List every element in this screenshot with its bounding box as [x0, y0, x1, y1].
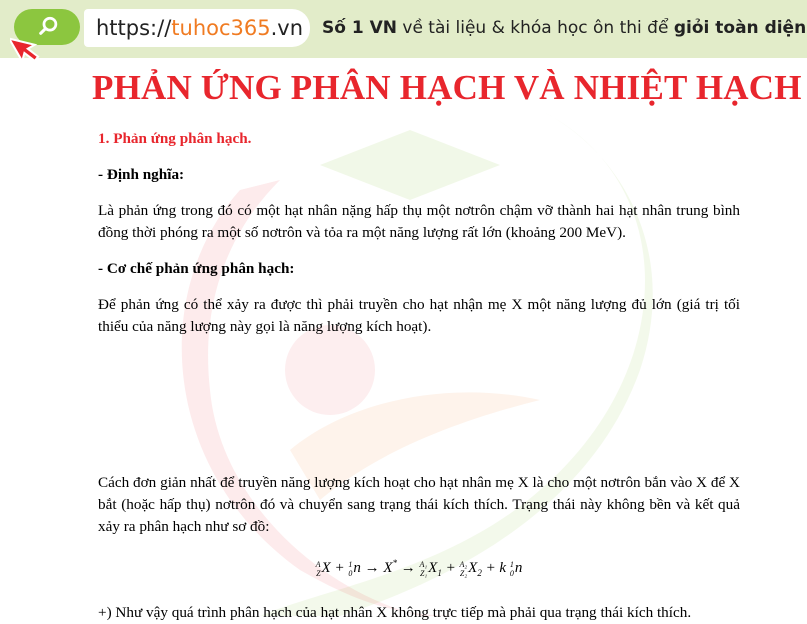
conclusion-paragraph: +) Như vậy quá trình phân hạch của hạt nhân X không trực tiếp mà phải qua trạng thái kích thích.	[98, 604, 692, 621]
tagline-bold-goal: giỏi toàn diện	[673, 18, 807, 38]
site-tagline	[322, 18, 806, 38]
search-icon	[38, 15, 60, 37]
activation-paragraph: Cách đơn giản nhất để truyền năng lượng kích hoạt cho hạt nhân mẹ X là cho một nơtrôn bắn vào X để X bắt (hoặc hấp thụ) nơtrôn đó và chuyển sang trạng thái kích thích. Trạng thái này không bền và kết quả xảy ra phân hạch như sơ đồ:	[98, 474, 740, 535]
site-banner	[0, 0, 807, 58]
fission-equation: A Z X + 1 0 n → X* → A₁ Z₁ $X_1$ + A₂ Z₂ $X_2 + k$ 1 0 n	[315, 558, 523, 578]
url-prefix: https://	[96, 16, 172, 40]
document-title: PHẢN ỨNG PHÂN HẠCH VÀ NHIỆT HẠCH	[92, 68, 802, 107]
mechanism-paragraph: Để phản ứng có thể xảy ra được thì phải truyền cho hạt nhận mẹ X một năng lượng đủ lớn (giá trị tối thiểu của năng lượng này gọi là năng lượng kích hoạt).	[98, 296, 740, 335]
tagline-text: về tài liệu & khóa học ôn thi để	[396, 18, 674, 38]
document-body	[98, 128, 740, 624]
definition-paragraph: Là phản ứng trong đó có một hạt nhân nặng hấp thụ một nơtrôn chậm vỡ thành hai hạt nhân trung bình đồng thời phóng ra một số nơtrôn và tỏa ra một năng lượng rất lớn (khoảng 200 MeV).	[98, 202, 740, 241]
cursor-arrow-icon	[10, 30, 40, 68]
site-url[interactable]	[84, 9, 310, 47]
definition-label: - Định nghĩa:	[98, 166, 185, 183]
tagline-bold-rank: Số 1 VN	[322, 18, 397, 38]
mechanism-label: - Cơ chế phản ứng phân hạch:	[98, 260, 295, 277]
url-suffix: .vn	[270, 16, 304, 40]
section-heading-fission: 1. Phản ứng phân hạch.	[98, 130, 252, 147]
url-brand: tuhoc365	[171, 16, 271, 40]
